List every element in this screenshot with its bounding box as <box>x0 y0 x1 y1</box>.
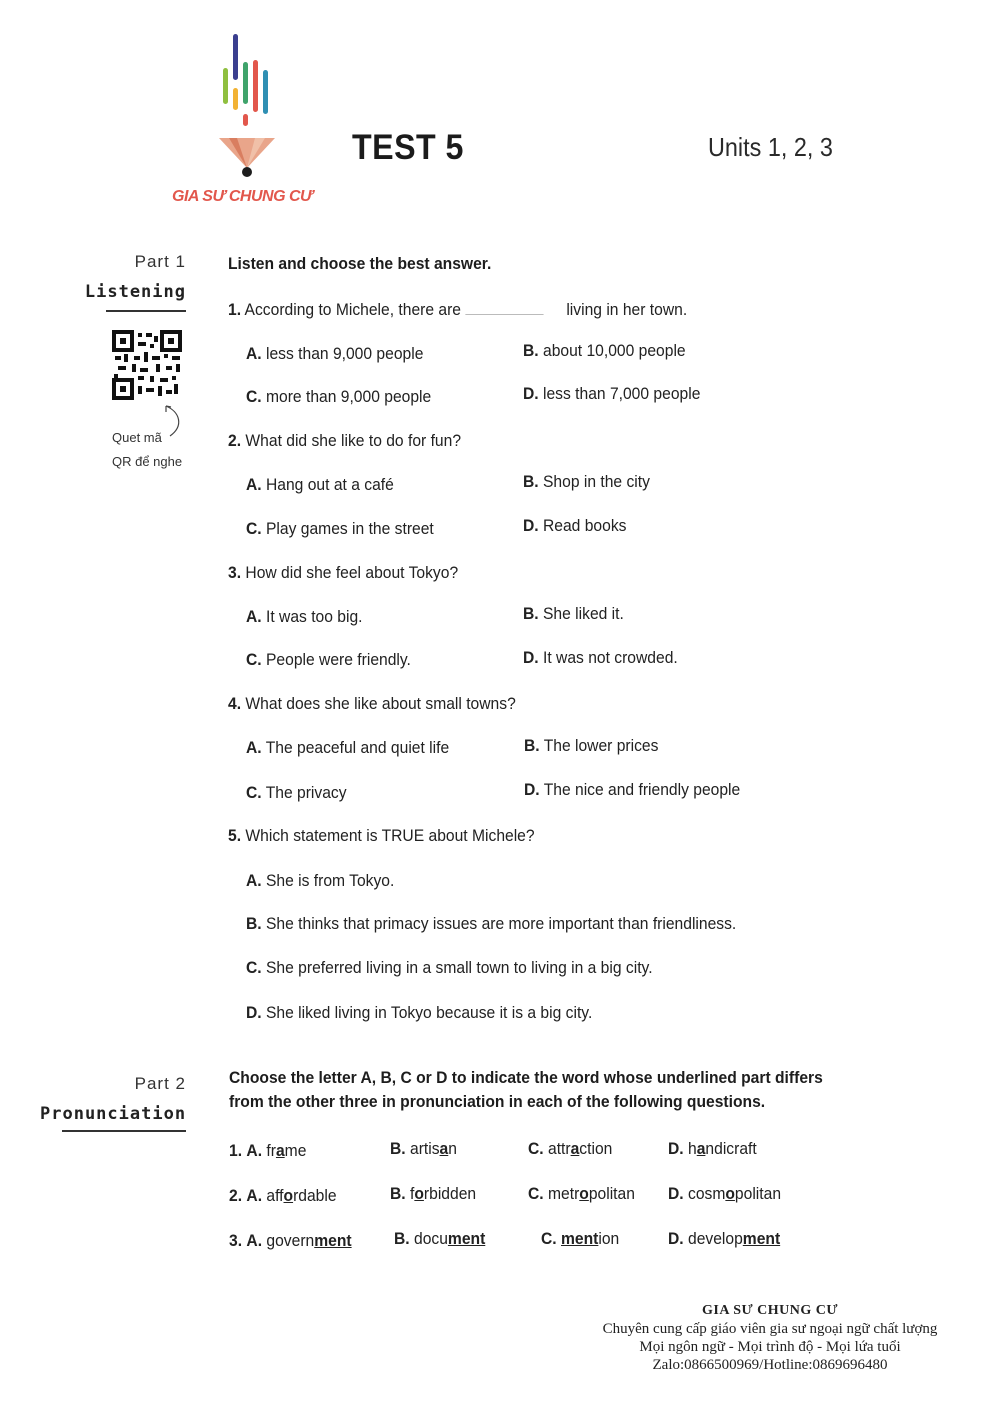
answer-blank <box>465 302 543 315</box>
q2-option-c[interactable]: C. Play games in the street <box>246 519 434 538</box>
q4-option-b[interactable]: B. The lower prices <box>524 736 659 755</box>
question-text: According to Michele, there are <box>244 300 462 319</box>
footer-subline: Mọi ngôn ngữ - Mọi trình độ - Mọi lứa tuổi <box>639 1339 901 1355</box>
p2-q2-option-b[interactable]: B. forbidden <box>390 1184 477 1203</box>
q3-option-a[interactable]: A. It was too big. <box>246 607 363 626</box>
question-number: 3. <box>228 563 242 582</box>
part1-divider <box>106 310 186 312</box>
q5-option-c[interactable]: C. She preferred living in a small town to living in a big city. <box>246 958 653 977</box>
page-title: TEST 5 <box>352 128 464 167</box>
part1-instruction: Listen and choose the best answer. <box>228 254 492 273</box>
p2-q2-option-a[interactable]: 2. A. affordable <box>229 1186 337 1205</box>
question-number: 4. <box>228 694 242 713</box>
q3-option-b[interactable]: B. She liked it. <box>523 604 624 623</box>
footer-tagline: Chuyên cung cấp giáo viên gia sư ngoại ngữ chất lượng <box>602 1321 938 1337</box>
qr-caption-line1: Quet mã <box>112 430 162 445</box>
p2-q2-option-d[interactable]: D. cosmopolitan <box>668 1184 782 1203</box>
question-number: 5. <box>228 826 242 845</box>
part2-name: Pronunciation <box>40 1104 187 1124</box>
qr-caption-line2: QR để nghe <box>112 454 183 469</box>
brand-name: GIA SƯ CHUNG CƯ <box>172 188 313 205</box>
part1-name: Listening <box>84 282 186 302</box>
question-1 <box>228 300 687 320</box>
qr-caption <box>112 426 202 474</box>
units-label: Units 1, 2, 3 <box>708 132 833 162</box>
p2-q3-option-c[interactable]: C. mention <box>541 1229 620 1248</box>
part1-number: Part 1 <box>134 252 186 271</box>
q3-option-c[interactable]: C. People were friendly. <box>246 650 411 669</box>
question-number: 2. <box>228 431 242 450</box>
p2-q1-option-a[interactable]: 1. A. frame <box>229 1141 307 1160</box>
part2-divider <box>62 1130 186 1132</box>
q1-option-d[interactable]: D. less than 7,000 people <box>523 384 701 403</box>
p2-q1-option-b[interactable]: B. artisan <box>390 1139 457 1158</box>
question-text: How did she feel about Tokyo? <box>245 563 459 582</box>
q2-option-a[interactable]: A. Hang out at a café <box>246 475 394 494</box>
q5-option-a[interactable]: A. She is from Tokyo. <box>246 871 395 890</box>
q5-option-d[interactable]: D. She liked living in Tokyo because it is a big city. <box>246 1003 593 1022</box>
qr-code-icon[interactable] <box>112 330 182 400</box>
p2-q1-option-d[interactable]: D. handicraft <box>668 1139 757 1158</box>
q2-option-d[interactable]: D. Read books <box>523 516 627 535</box>
question-text: What does she like about small towns? <box>245 694 516 713</box>
part2-instruction-line2: from the other three in pronunciation in each of the following questions. <box>229 1092 766 1111</box>
q4-option-a[interactable]: A. The peaceful and quiet life <box>246 738 450 757</box>
question-2 <box>228 431 461 451</box>
part2-number: Part 2 <box>134 1074 186 1093</box>
question-text: Which statement is TRUE about Michele? <box>245 826 535 845</box>
p2-q2-option-c[interactable]: C. metropolitan <box>528 1184 635 1203</box>
question-4 <box>228 694 516 714</box>
question-number: 1. <box>228 300 242 319</box>
p2-q3-option-d[interactable]: D. development <box>668 1229 781 1248</box>
q3-option-d[interactable]: D. It was not crowded. <box>523 648 678 667</box>
footer-brand: GIA SƯ CHUNG CƯ <box>702 1303 838 1318</box>
question-5 <box>228 826 535 846</box>
q4-option-c[interactable]: C. The privacy <box>246 783 347 802</box>
q5-option-b[interactable]: B. She thinks that primacy issues are more important than friendliness. <box>246 914 737 933</box>
q4-option-d[interactable]: D. The nice and friendly people <box>524 780 741 799</box>
q1-option-c[interactable]: C. more than 9,000 people <box>246 387 432 406</box>
part2-instruction-line1: Choose the letter A, B, C or D to indicate the word whose underlined part differs <box>229 1068 823 1087</box>
pencil-logo-icon <box>205 30 295 185</box>
p2-q1-option-c[interactable]: C. attraction <box>528 1139 613 1158</box>
question-text: What did she like to do for fun? <box>245 431 462 450</box>
p2-q3-option-a[interactable]: 3. A. government <box>229 1231 352 1250</box>
p2-q3-option-b[interactable]: B. document <box>394 1229 486 1248</box>
q1-option-a[interactable]: A. less than 9,000 people <box>246 344 424 363</box>
footer-contact: Zalo:0866500969/Hotline:0869696480 <box>652 1357 888 1373</box>
question-text-after: living in her town. <box>566 300 688 319</box>
question-3 <box>228 563 458 583</box>
q1-option-b[interactable]: B. about 10,000 people <box>523 341 686 360</box>
footer <box>560 1302 980 1374</box>
q2-option-b[interactable]: B. Shop in the city <box>523 472 650 491</box>
